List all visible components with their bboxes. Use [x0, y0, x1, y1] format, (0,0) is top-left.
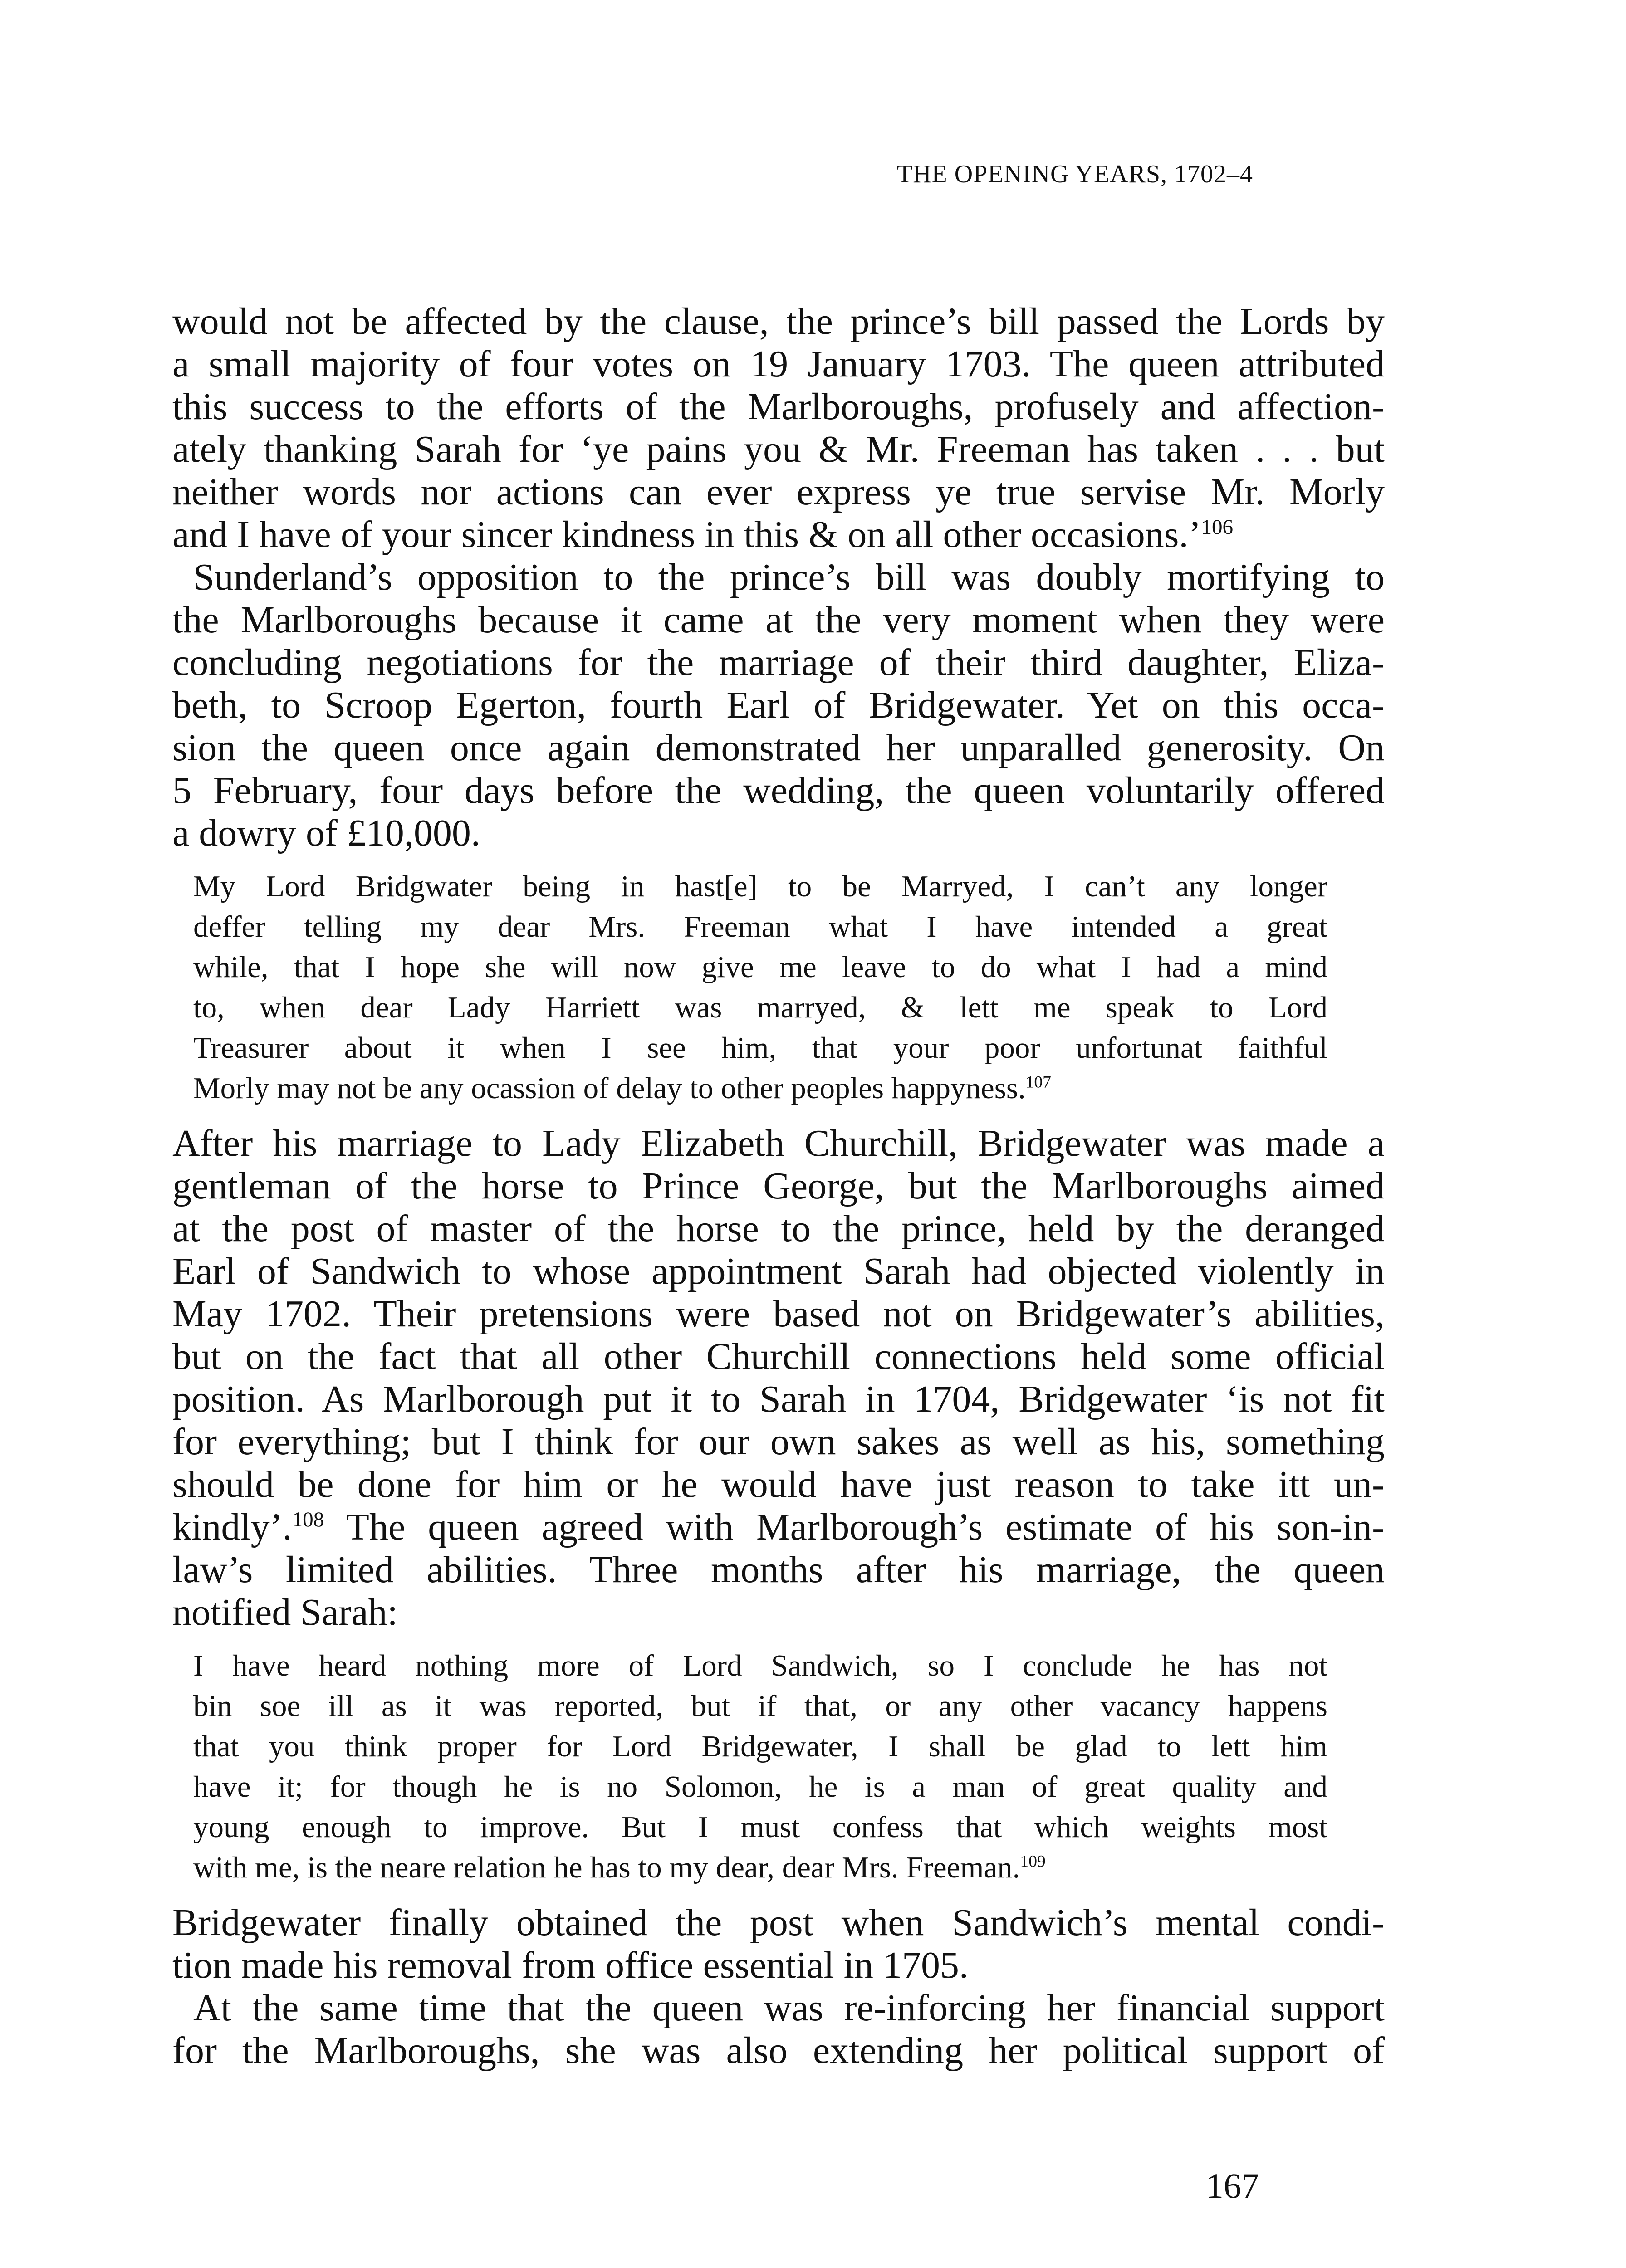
- page-body: [172, 300, 1385, 2072]
- text-line-start: kindly’.: [172, 1506, 292, 1548]
- paragraph-5: [172, 1987, 1385, 2072]
- text-line: at the post of master of the horse to the prince, held by the deranged: [172, 1207, 1385, 1250]
- block-quote-1: [172, 866, 1385, 1109]
- quote-line: that you think proper for Lord Bridgewater, I shall be glad to lett him: [193, 1730, 1327, 1763]
- quote-line: [193, 1068, 1327, 1109]
- block-quote-2: [172, 1646, 1385, 1888]
- text-line: the Marlboroughs because it came at the very moment when they were: [172, 599, 1385, 641]
- quote-line: bin soe ill as it was reported, but if that, or any other vacancy happens: [193, 1689, 1327, 1723]
- paragraph-3: [172, 1122, 1385, 1634]
- text-line: gentleman of the horse to Prince George, but the Marlboroughs aimed: [172, 1165, 1385, 1207]
- footnote-ref: 107: [1025, 1073, 1051, 1092]
- quote-line: My Lord Bridgwater being in hast[e] to be Marryed, I can’t any longer: [193, 870, 1327, 903]
- text-line: ately thanking Sarah for ‘ye pains you & Mr. Freeman has taken . . . but: [172, 428, 1385, 470]
- text-line: but on the fact that all other Churchill connections held some official: [172, 1335, 1385, 1378]
- text-line: law’s limited abilities. Three months after his marriage, the queen: [172, 1549, 1385, 1591]
- text-line: sion the queen once again demonstrated her unparalled generosity. On: [172, 727, 1385, 769]
- text-line: After his marriage to Lady Elizabeth Churchill, Bridgewater was made a: [172, 1122, 1385, 1164]
- quote-line: while, that I hope she will now give me leave to do what I had a mind: [193, 950, 1327, 984]
- page-number: 167: [1206, 2166, 1259, 2205]
- text-line: for the Marlboroughs, she was also extending her political support of: [172, 2029, 1385, 2072]
- text-line: May 1702. Their pretensions were based not on Bridgewater’s abilities,: [172, 1293, 1385, 1335]
- text-line: should be done for him or he would have just reason to take itt un-: [172, 1463, 1385, 1505]
- quote-line: I have heard nothing more of Lord Sandwich, so I conclude he has not: [193, 1649, 1327, 1682]
- text-line-content: and I have of your sincer kindness in this & on all other occasions.’: [172, 513, 1201, 556]
- text-line: [172, 1506, 1385, 1549]
- quote-line: [193, 1848, 1327, 1888]
- footnote-ref: 106: [1201, 515, 1234, 539]
- quote-line: deffer telling my dear Mrs. Freeman what I have intended a great: [193, 910, 1327, 943]
- footnote-ref: 108: [292, 1508, 324, 1531]
- text-line: a dowry of £10,000.: [172, 812, 480, 854]
- text-line-rest: The queen agreed with Marlborough’s estimate of his son-in-: [324, 1506, 1385, 1548]
- quote-line: have it; for though he is no Solomon, he is a man of great quality and: [193, 1770, 1327, 1804]
- paragraph-4: [172, 1901, 1385, 1987]
- quote-line: Treasurer about it when I see him, that your poor unfortunat faithful: [193, 1031, 1327, 1065]
- running-head: THE OPENING YEARS, 1702–4: [896, 160, 1253, 188]
- quote-line: young enough to improve. But I must confess that which weights most: [193, 1810, 1327, 1844]
- text-line: concluding negotiations for the marriage of their third daughter, Eliza-: [172, 641, 1385, 684]
- text-line: beth, to Scroop Egerton, fourth Earl of Bridgewater. Yet on this occa-: [172, 684, 1385, 726]
- text-line: tion made his removal from office essential in 1705.: [172, 1944, 969, 1986]
- quote-line-content: with me, is the neare relation he has to my dear, dear Mrs. Freeman.: [193, 1851, 1020, 1884]
- text-line: Earl of Sandwich to whose appointment Sarah had objected violently in: [172, 1250, 1385, 1292]
- text-line: Sunderland’s opposition to the prince’s bill was doubly mortifying to: [193, 556, 1385, 598]
- paragraph-1: [172, 300, 1385, 556]
- quote-line: to, when dear Lady Harriett was marryed, & lett me speak to Lord: [193, 991, 1327, 1024]
- paragraph-2: [172, 556, 1385, 855]
- text-line: position. As Marlborough put it to Sarah in 1704, Bridgewater ‘is not fit: [172, 1378, 1385, 1420]
- text-line: neither words nor actions can ever express ye true servise Mr. Morly: [172, 471, 1385, 513]
- text-line: notified Sarah:: [172, 1591, 398, 1633]
- quote-line-content: Morly may not be any ocassion of delay to other peoples happyness.: [193, 1071, 1026, 1105]
- text-line: this success to the efforts of the Marlboroughs, profusely and affection-: [172, 386, 1385, 428]
- text-line: [172, 513, 1385, 556]
- text-line: At the same time that the queen was re-inforcing her financial support: [193, 1987, 1385, 2029]
- text-line: for everything; but I think for our own sakes as well as his, something: [172, 1421, 1385, 1463]
- text-line: a small majority of four votes on 19 January 1703. The queen attributed: [172, 343, 1385, 385]
- text-line: 5 February, four days before the wedding, the queen voluntarily offered: [172, 769, 1385, 811]
- text-line: would not be affected by the clause, the prince’s bill passed the Lords by: [172, 300, 1385, 342]
- text-line: Bridgewater finally obtained the post when Sandwich’s mental condi-: [172, 1901, 1385, 1944]
- footnote-ref: 109: [1020, 1852, 1046, 1871]
